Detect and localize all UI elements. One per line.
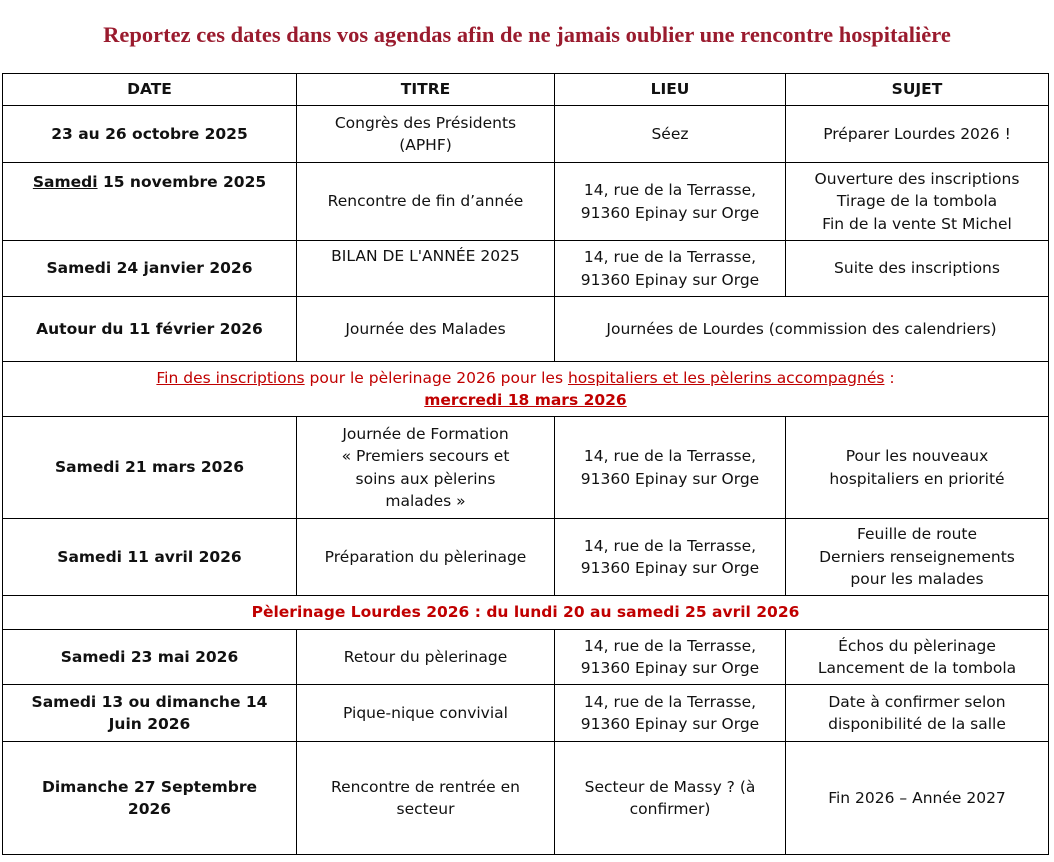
titre-cell: Journée de Formation « Premiers secours et soins aux pèlerins malades »	[297, 417, 555, 519]
date-cell: Samedi 15 novembre 2025	[3, 163, 297, 241]
titre-cell: Congrès des Présidents (APHF)	[297, 106, 555, 163]
date-cell: Samedi 13 ou dimanche 14 Juin 2026	[3, 685, 297, 742]
titre-cell: Rencontre de rentrée en secteur	[297, 742, 555, 855]
titre-cell: BILAN DE L'ANNÉE 2025	[297, 241, 555, 297]
table-row	[3, 630, 1049, 685]
sujet-cell: Feuille de route Derniers renseignements pour les malades	[786, 519, 1049, 596]
schedule-table	[2, 73, 1049, 855]
sujet-cell: Suite des inscriptions	[786, 241, 1049, 297]
lieu-cell: Secteur de Massy ? (à confirmer)	[555, 742, 786, 855]
column-header-date: DATE	[3, 74, 297, 106]
sujet-cell: Pour les nouveaux hospitaliers en priorité	[786, 417, 1049, 519]
notice-row	[3, 362, 1049, 417]
lieu-cell: Séez	[555, 106, 786, 163]
date-cell: Samedi 24 janvier 2026	[3, 241, 297, 297]
column-header-titre: TITRE	[297, 74, 555, 106]
lieu-cell: 14, rue de la Terrasse, 91360 Epinay sur Orge	[555, 519, 786, 596]
registration-deadline-date: mercredi 18 mars 2026	[424, 391, 627, 409]
titre-cell: Retour du pèlerinage	[297, 630, 555, 685]
table-row	[3, 742, 1049, 855]
lieu-cell: 14, rue de la Terrasse, 91360 Epinay sur Orge	[555, 241, 786, 297]
sujet-cell: Préparer Lourdes 2026 !	[786, 106, 1049, 163]
date-cell: Samedi 11 avril 2026	[3, 519, 297, 596]
sujet-cell: Ouverture des inscriptions Tirage de la tombola Fin de la vente St Michel	[786, 163, 1049, 241]
lieu-cell: 14, rue de la Terrasse, 91360 Epinay sur Orge	[555, 630, 786, 685]
lieu-cell: 14, rue de la Terrasse, 91360 Epinay sur Orge	[555, 163, 786, 241]
date-cell: 23 au 26 octobre 2025	[3, 106, 297, 163]
titre-cell: Rencontre de fin d’année	[297, 163, 555, 241]
date-cell: Samedi 23 mai 2026	[3, 630, 297, 685]
table-row	[3, 519, 1049, 596]
date-cell: Autour du 11 février 2026	[3, 297, 297, 362]
date-prefix: Samedi	[32, 173, 98, 191]
table-row	[3, 297, 1049, 362]
table-row	[3, 163, 1049, 241]
sujet-cell: Date à confirmer selon disponibilité de la salle	[786, 685, 1049, 742]
page-title: Reportez ces dates dans vos agendas afin de ne jamais oublier une rencontre hospitalière	[103, 22, 951, 47]
pilgrimage-banner: Pèlerinage Lourdes 2026 : du lundi 20 au samedi 25 avril 2026	[3, 596, 1049, 630]
registration-deadline-notice: Fin des inscriptions pour le pèlerinage 2026 pour les hospitaliers et les pèlerins accompagnés : mercredi 18 mars 2026	[3, 362, 1049, 417]
column-header-sujet: SUJET	[786, 74, 1049, 106]
titre-cell: Journée des Malades	[297, 297, 555, 362]
table-row	[3, 241, 1049, 297]
titre-cell: Pique-nique convivial	[297, 685, 555, 742]
date-cell: Dimanche 27 Septembre 2026	[3, 742, 297, 855]
table-header-row	[3, 74, 1049, 106]
date-cell: Samedi 21 mars 2026	[3, 417, 297, 519]
lieu-cell: 14, rue de la Terrasse, 91360 Epinay sur Orge	[555, 685, 786, 742]
banner-row	[3, 596, 1049, 630]
titre-cell: Préparation du pèlerinage	[297, 519, 555, 596]
table-row	[3, 106, 1049, 163]
sujet-cell: Échos du pèlerinage Lancement de la tombola	[786, 630, 1049, 685]
sujet-cell: Fin 2026 – Année 2027	[786, 742, 1049, 855]
table-row	[3, 685, 1049, 742]
table-row	[3, 417, 1049, 519]
lieu-cell: 14, rue de la Terrasse, 91360 Epinay sur Orge	[555, 417, 786, 519]
lieu-sujet-cell: Journées de Lourdes (commission des calendriers)	[555, 297, 1049, 362]
column-header-lieu: LIEU	[555, 74, 786, 106]
